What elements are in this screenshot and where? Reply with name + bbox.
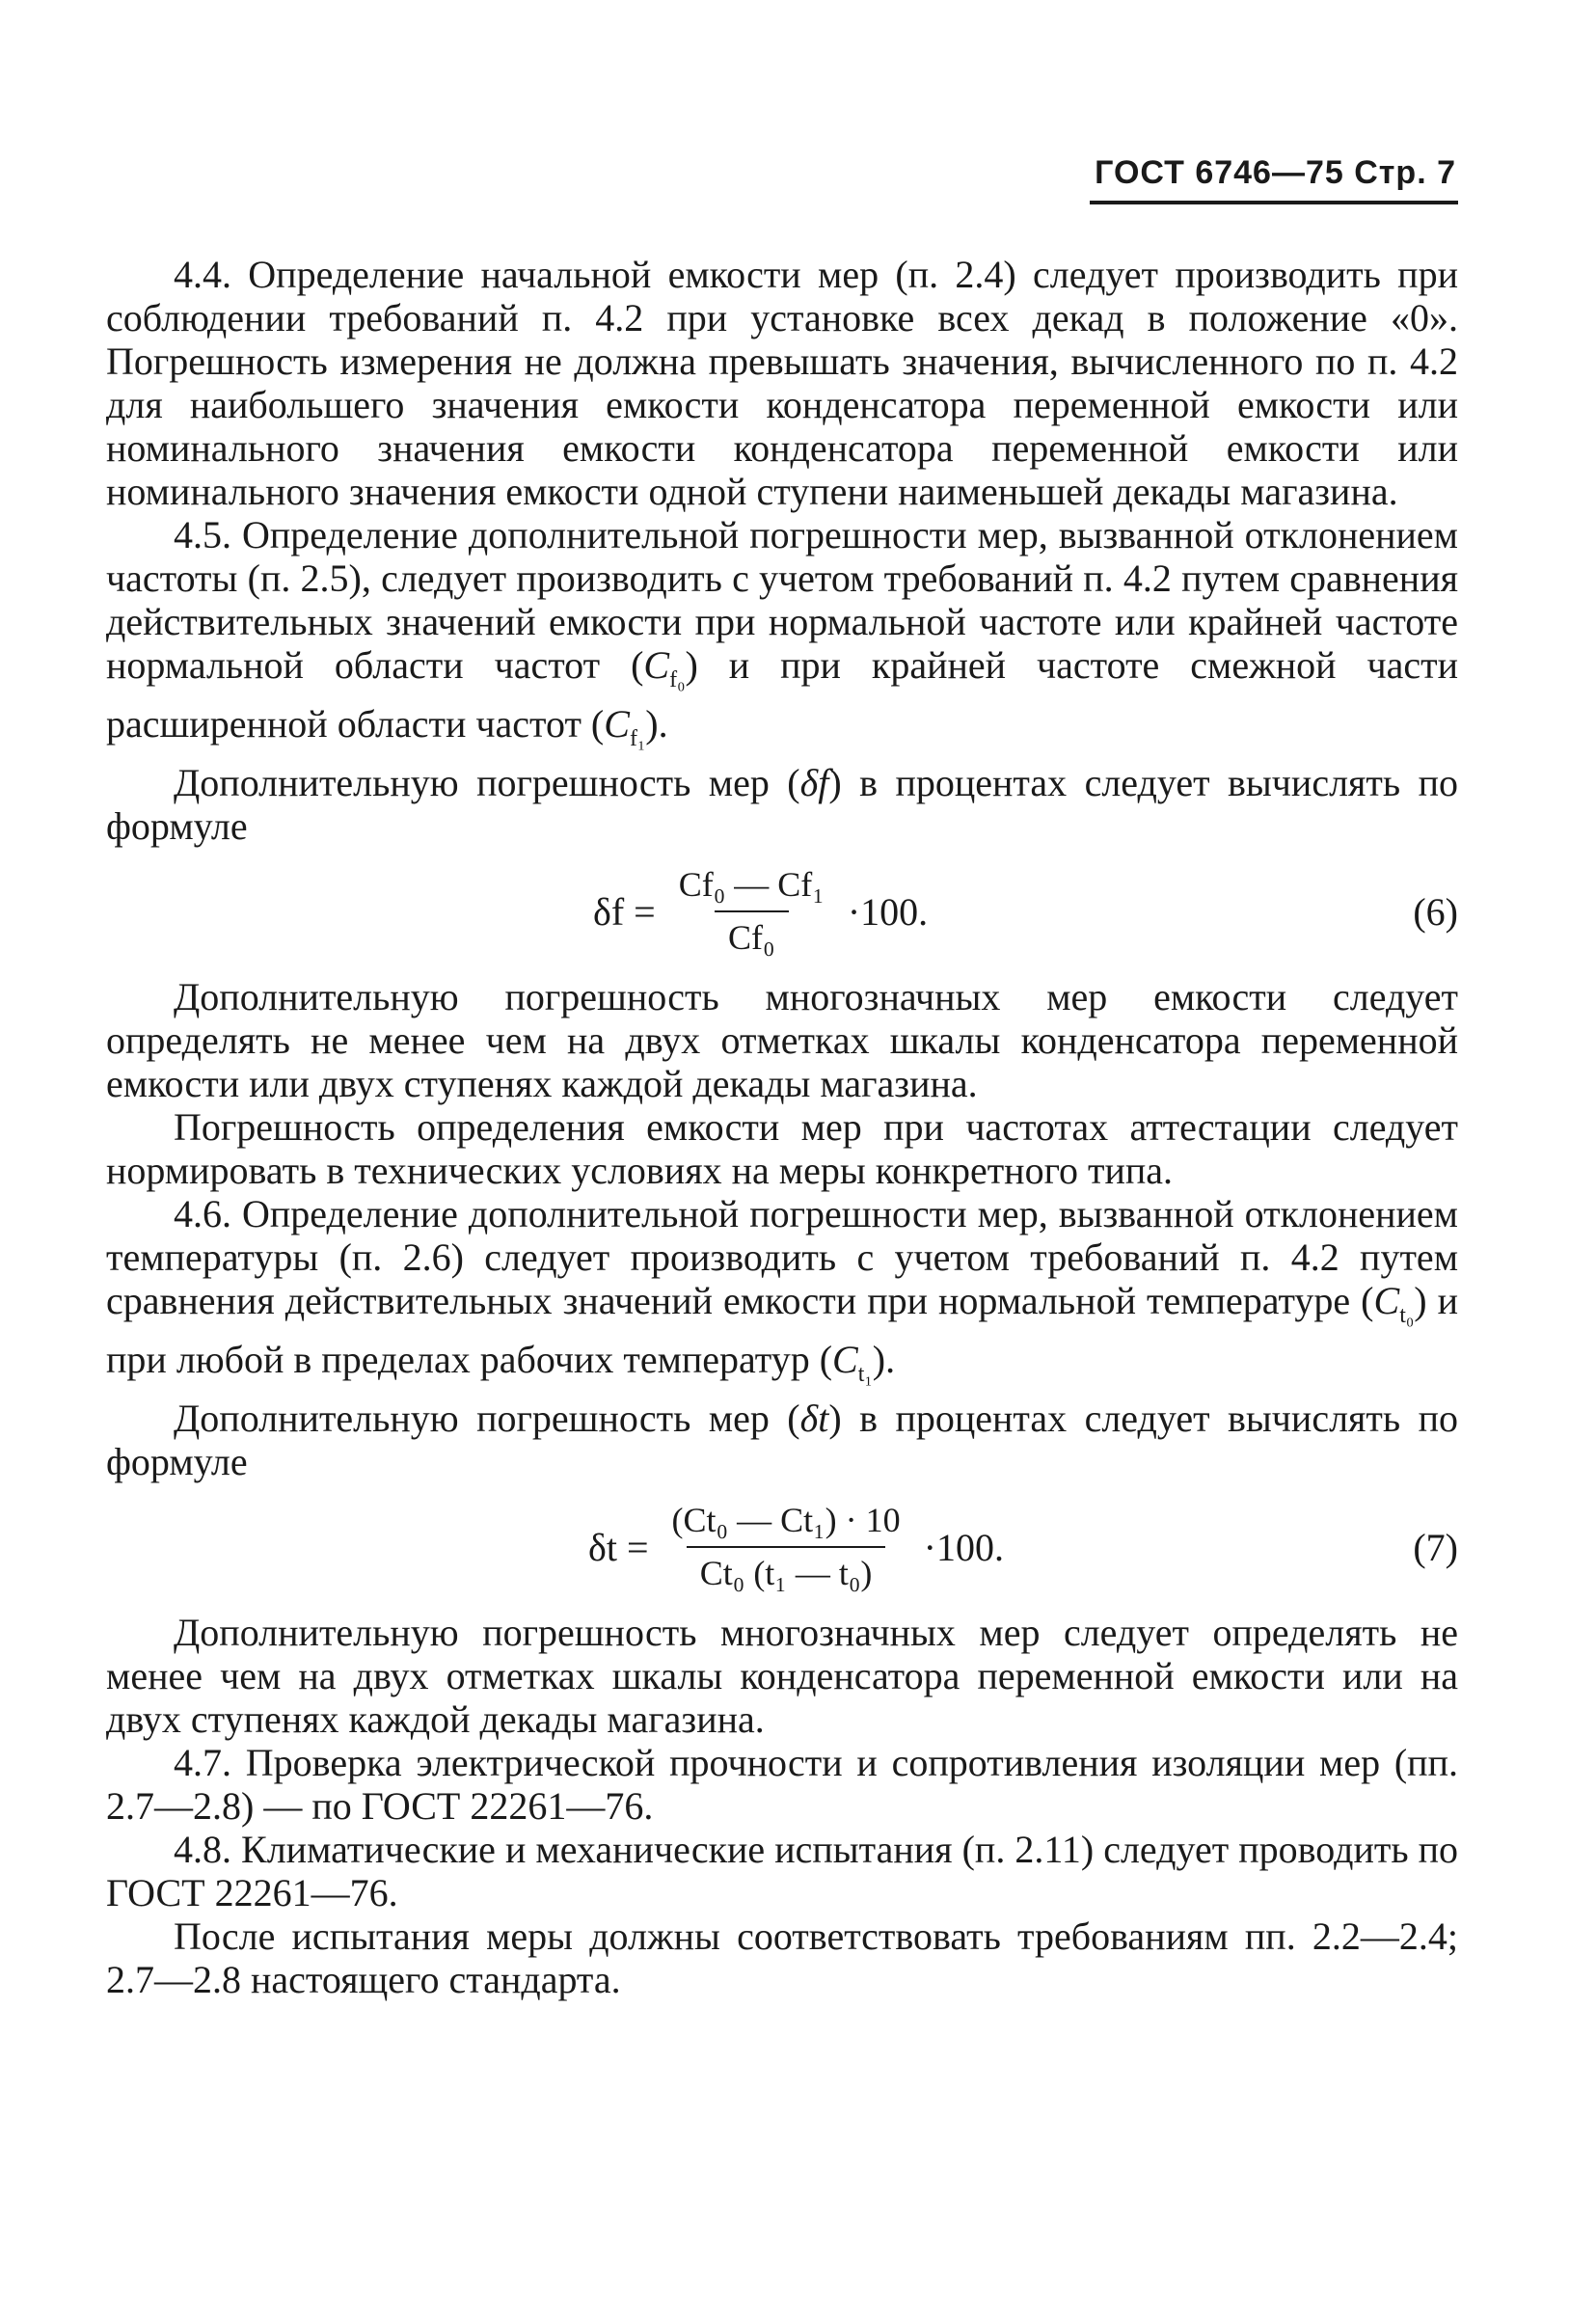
paragraph-4-6-text-b: ) и при любой в пределах рабочих температур ( <box>106 1279 1458 1381</box>
formula-6-denominator: Cf₀ <box>715 910 789 960</box>
formula-6-number: (6) <box>1413 890 1458 934</box>
formula-6-row <box>106 854 1458 969</box>
subscript-t1: t₁ <box>857 1362 873 1387</box>
paragraph-dop-t <box>106 1397 1458 1483</box>
header-rule <box>1090 201 1458 204</box>
paragraph-dop-f-text-a: Дополнительную погрешность мер ( <box>174 761 800 804</box>
paragraph-dop-f <box>106 761 1458 848</box>
symbol-c-t0: C <box>1373 1279 1400 1322</box>
paragraph-pogr-att: Погрешность определения емкости мер при частотах аттестации следует нормировать в технических условиях на меры конкретного типа. <box>106 1105 1458 1192</box>
symbol-delta-f: δf <box>799 761 829 804</box>
subscript-t0: t₀ <box>1399 1303 1415 1328</box>
formula-7-row <box>106 1489 1458 1605</box>
paragraph-4-5-text-c: ). <box>645 702 668 746</box>
paragraph-posle: После испытания меры должны соответствовать требованиям пп. 2.2—2.4; 2.7—2.8 настоящего стандарта. <box>106 1914 1458 2001</box>
paragraph-4-5-text-b: ) и при крайней частоте смежной части расширенной области частот ( <box>106 643 1459 746</box>
formula-7-denominator: Ct₀ (t₁ — t₀) <box>687 1546 886 1595</box>
formula-7-tail: ·100. <box>923 1525 1004 1569</box>
subscript-f0: f₀ <box>669 667 686 692</box>
symbol-delta-t: δt <box>799 1397 829 1440</box>
formula-6-numerator: Cf₀ — Cf₁ <box>678 865 825 904</box>
paragraph-4-6 <box>106 1192 1458 1397</box>
paragraph-4-6-text-c: ). <box>872 1338 896 1381</box>
formula-6-tail: ·100. <box>847 889 929 934</box>
paragraph-4-5 <box>106 513 1458 761</box>
formula-7-number: (7) <box>1413 1526 1458 1569</box>
paragraph-4-8: 4.8. Климатические и механические испытания (п. 2.11) следует проводить по ГОСТ 22261—76. <box>106 1828 1458 1914</box>
paragraph-dop-f-text-b: ) в процентах следует вычислять по формуле <box>106 761 1459 848</box>
paragraph-4-5-text-a: 4.5. Определение дополнительной погрешности мер, вызванной отклонением частоты (п. 2.5), следует производить с учетом требований п. 4.2 путем сравнения действительных значений емкости при нормальной частоте или крайней частоте нормальной области частот ( <box>106 513 1458 687</box>
subscript-f1: f₁ <box>629 726 646 751</box>
symbol-c-t1: C <box>832 1338 858 1381</box>
symbol-c-f0: C <box>643 643 670 687</box>
paragraph-dop-t-text-b: ) в процентах следует вычислять по формуле <box>106 1397 1459 1483</box>
paragraph-dop-t-text-a: Дополнительную погрешность мер ( <box>174 1397 800 1440</box>
formula-6-lhs: δf = <box>593 889 656 934</box>
paragraph-dop-mnogo-1: Дополнительную погрешность многозначных мер емкости следует определять не менее чем на двух отметках шкалы конденсатора переменной емкости или двух ступенях каждой декады магазина. <box>106 975 1458 1105</box>
formula-7-fraction <box>659 1499 914 1595</box>
paragraph-4-6-text-a: 4.6. Определение дополнительной погрешности мер, вызванной отклонением температуры (п. 2.6) следует производить с учетом требований п. 4.2 путем сравнения действительных значений емкости при нормальной температуре ( <box>106 1192 1458 1322</box>
formula-7 <box>588 1489 1004 1605</box>
formula-6-fraction <box>665 863 838 960</box>
paragraph-dop-mnogo-2: Дополнительную погрешность многозначных мер следует определять не менее чем на двух отметках шкалы конденсатора переменной емкости или на двух ступенях каждой декады магазина. <box>106 1611 1458 1741</box>
page-header: ГОСТ 6746—75 Стр. 7 <box>1095 154 1456 191</box>
paragraph-4-7: 4.7. Проверка электрической прочности и сопротивления изоляции мер (пп. 2.7—2.8) — по ГОСТ 22261—76. <box>106 1741 1458 1828</box>
symbol-c-f1: C <box>604 702 630 746</box>
paragraph-4-4: 4.4. Определение начальной емкости мер (п. 2.4) следует производить при соблюдении требований п. 4.2 при установке всех декад в положение «0». Погрешность измерения не должна превышать значения, вычисленного по п. 4.2 для наибольшего значения емкости конденсатора переменной емкости или номинального значения емкости конденсатора переменной емкости или номинального значения емкости одной ступени наименьшей декады магазина. <box>106 253 1458 513</box>
formula-7-lhs: δt = <box>588 1525 649 1569</box>
formula-7-numerator: (Ct₀ — Ct₁) · 10 <box>671 1501 901 1539</box>
formula-6 <box>593 854 928 969</box>
document-body <box>106 253 1458 2001</box>
